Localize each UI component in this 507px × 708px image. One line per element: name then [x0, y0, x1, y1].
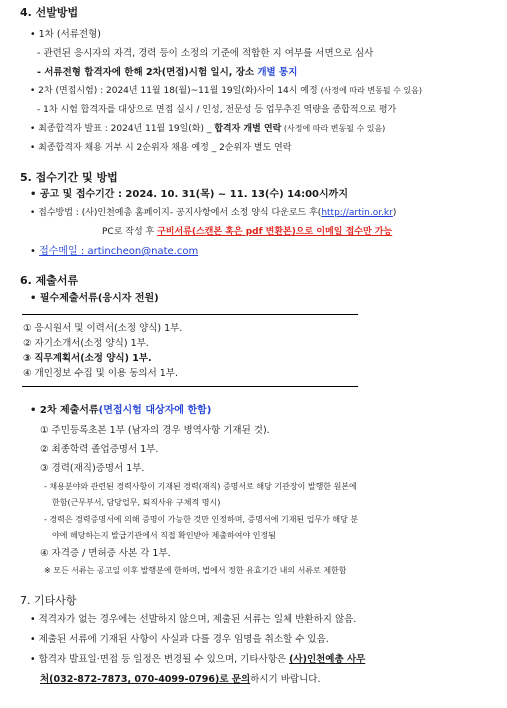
secondary-item-3: ③ 경력(재직)증명서 1부.: [40, 463, 145, 474]
s4-bullet-2: • 2차 (면접시험) : 2024년 11월 18(월)~11월 19일(화)사이 14시 예정 (사정에 따라 변동될 수 있음): [30, 86, 422, 96]
s6-secondary-title-a: 2차 제출서류: [39, 405, 99, 416]
s4-b1-detail-1: - 관련된 응시자의 자격, 경력 등이 소정의 기준에 적합한 지 여부를 서면으로 심사: [37, 48, 374, 59]
s5-email-link[interactable]: artincheon@nate.com: [87, 246, 199, 257]
s5-bullet-2-close: ): [392, 208, 397, 218]
section-5-title: 5. 접수기간 및 방법: [20, 171, 118, 184]
s4-b1-detail-2: [37, 67, 297, 79]
s5-b2-line-2-text: PC로 작성 후: [102, 227, 158, 237]
secondary-note-2-line-1: - 경력은 경력증명서에 의해 증명이 가능한 것만 인정하며, 증명서에 기재된 업무가 해당 분: [44, 515, 359, 524]
s4-bullet-2-note: (사정에 따라 변동될 수 있음): [320, 86, 422, 95]
section-4-title: 4. 선발방법: [20, 6, 79, 19]
required-item-1: ① 응시원서 및 이력서(소정 양식) 1부.: [23, 323, 183, 334]
required-item-3: ③ 직무계획서(소정 양식) 1부.: [23, 353, 152, 364]
section-6-title: 6. 제출서류: [20, 274, 79, 287]
s4-bullet-1-text: 1차 (서류전형): [38, 29, 101, 40]
divider-bottom: [22, 386, 358, 387]
s4-b1-detail-2-highlight: 개별 통지: [257, 67, 298, 78]
s7-bullet-2: • 제출된 서류에 기재된 사항이 사실과 다를 경우 임명을 취소할 수 있음.: [30, 634, 329, 645]
s5-bullet-1-text: 공고 및 접수기간 : 2024. 10. 31(목) ~ 11. 13(수) 14:00시까지: [39, 189, 348, 200]
s6-required-title: • 필수제출서류(응시자 전원): [30, 293, 159, 304]
s4-bullet-3: • 최종합격자 발표 : 2024년 11월 19일(화) _ 합격자 개별 연락 (사정에 따라 변동될 수 있음): [30, 124, 386, 134]
s5-b2-line-2: [102, 227, 392, 238]
secondary-note-1-line-1: - 채용분야와 관련된 경력사항이 기재된 경력(재직) 증명서로 해당 기관장이 발행한 원본에: [44, 482, 357, 491]
secondary-note-2-line-2: 야에 해당하는지 발급기관에서 직접 확인받아 제출하여야 인정됨: [52, 531, 276, 540]
s5-b2-line-2-highlight: 구비서류(스캔본 혹은 pdf 변환본)으로 이메일 접수만 가능: [157, 227, 393, 237]
s7-bullet-1: • 적격자가 없는 경우에는 선발하지 않으며, 제출된 서류는 일체 반환하지 않음.: [30, 614, 357, 625]
s5-bullet-2: • 접수방법 : (사)인천예총 홈페이지- 공지사항에서 소정 양식 다운로드 후(http://artin.or.kr): [30, 208, 397, 218]
s7-bullet-2-text: 제출된 서류에 기재된 사항이 사실과 다를 경우 임명을 취소할 수 있음.: [38, 634, 329, 645]
s4-bullet-3-bold: 합격자 개별 연락: [214, 124, 282, 134]
s6-secondary-title-b: (면접시험 대상자에 한함): [98, 405, 212, 416]
s7-bullet-3: • 합격자 발표일·면접 등 일정은 변경될 수 있으며, 기타사항은 (사)인천예총 사무: [30, 654, 366, 665]
s5-bullet-2-text: 접수방법 : (사)인천예총 홈페이지- 공지사항에서 소정 양식 다운로드 후(: [38, 208, 322, 218]
s4-bullet-3-note: (사정에 따라 변동될 수 있음): [281, 124, 386, 133]
required-item-2: ② 자기소개서(소정 양식) 1부.: [23, 338, 149, 349]
secondary-item-4: ④ 자격증 / 면허증 사본 각 1부.: [40, 548, 171, 559]
s4-bullet-3-text: 최종합격자 발표 : 2024년 11월 19일(화) _: [38, 124, 215, 134]
s7-bullet-3-bold: (사)인천예총 사무: [289, 654, 366, 665]
s4-bullet-4-text: 최종합격자 채용 거부 시 2순위자 채용 예정 _ 2순위자 별도 연락: [38, 143, 292, 153]
section-7-title: 7. 기타사항: [20, 594, 77, 607]
s4-bullet-2-text: 2차 (면접시험) : 2024년 11월 18(월)~11월 19일(화)사이 14시 예정: [38, 86, 321, 96]
s7-contact: 처(032-872-7873, 070-4099-0796)로 문의: [40, 674, 251, 685]
homepage-link[interactable]: http://artin.or.kr: [321, 208, 393, 218]
secondary-footnote: ※ 모든 서류는 공고일 이후 발행분에 한하며, 법에서 정한 유효기간 내의 서류로 제한함: [44, 566, 347, 575]
s7-bullet-3-text: 합격자 발표일·면접 등 일정은 변경될 수 있으며, 기타사항은: [38, 654, 290, 665]
s5-email-label: 접수메일 :: [39, 246, 88, 257]
s6-required-title-text: 필수제출서류(응시자 전원): [39, 293, 159, 304]
s7-closing: 하시기 바랍니다.: [250, 674, 321, 685]
s4-bullet-4: • 최종합격자 채용 거부 시 2순위자 채용 예정 _ 2순위자 별도 연락: [30, 143, 292, 153]
secondary-item-1: ① 주민등록초본 1부 (남자의 경우 병역사항 기재된 것).: [40, 425, 270, 436]
s5-bullet-3: • 접수메일 : artincheon@nate.com: [30, 246, 199, 257]
s6-secondary-title: • 2차 제출서류(면접시험 대상자에 한함): [30, 405, 212, 416]
s4-b1-detail-2-text: - 서류전형 합격자에 한해 2차(면접)시험 일시, 장소: [37, 67, 258, 78]
s5-bullet-1: • 공고 및 접수기간 : 2024. 10. 31(목) ~ 11. 13(수) 14:00시까지: [30, 189, 348, 200]
s7-bullet-3-line-2: [40, 674, 320, 686]
secondary-note-1-line-2: 한함(근무부서, 담당업무, 퇴직사유 구체적 명시): [52, 498, 221, 507]
secondary-item-2: ② 최종학력 졸업증명서 1부.: [40, 444, 159, 455]
s7-bullet-1-text: 적격자가 없는 경우에는 선발하지 않으며, 제출된 서류는 일체 반환하지 않음.: [38, 614, 357, 625]
s4-b2-detail-1: - 1차 시험 합격자를 대상으로 면접 실시 / 인성, 전문성 등 업무추진 역량을 종합적으로 평가: [37, 105, 397, 115]
required-item-4: ④ 개인정보 수집 및 이용 동의서 1부.: [23, 368, 179, 379]
s4-bullet-1: • 1차 (서류전형): [30, 29, 101, 40]
divider-top: [22, 314, 358, 315]
